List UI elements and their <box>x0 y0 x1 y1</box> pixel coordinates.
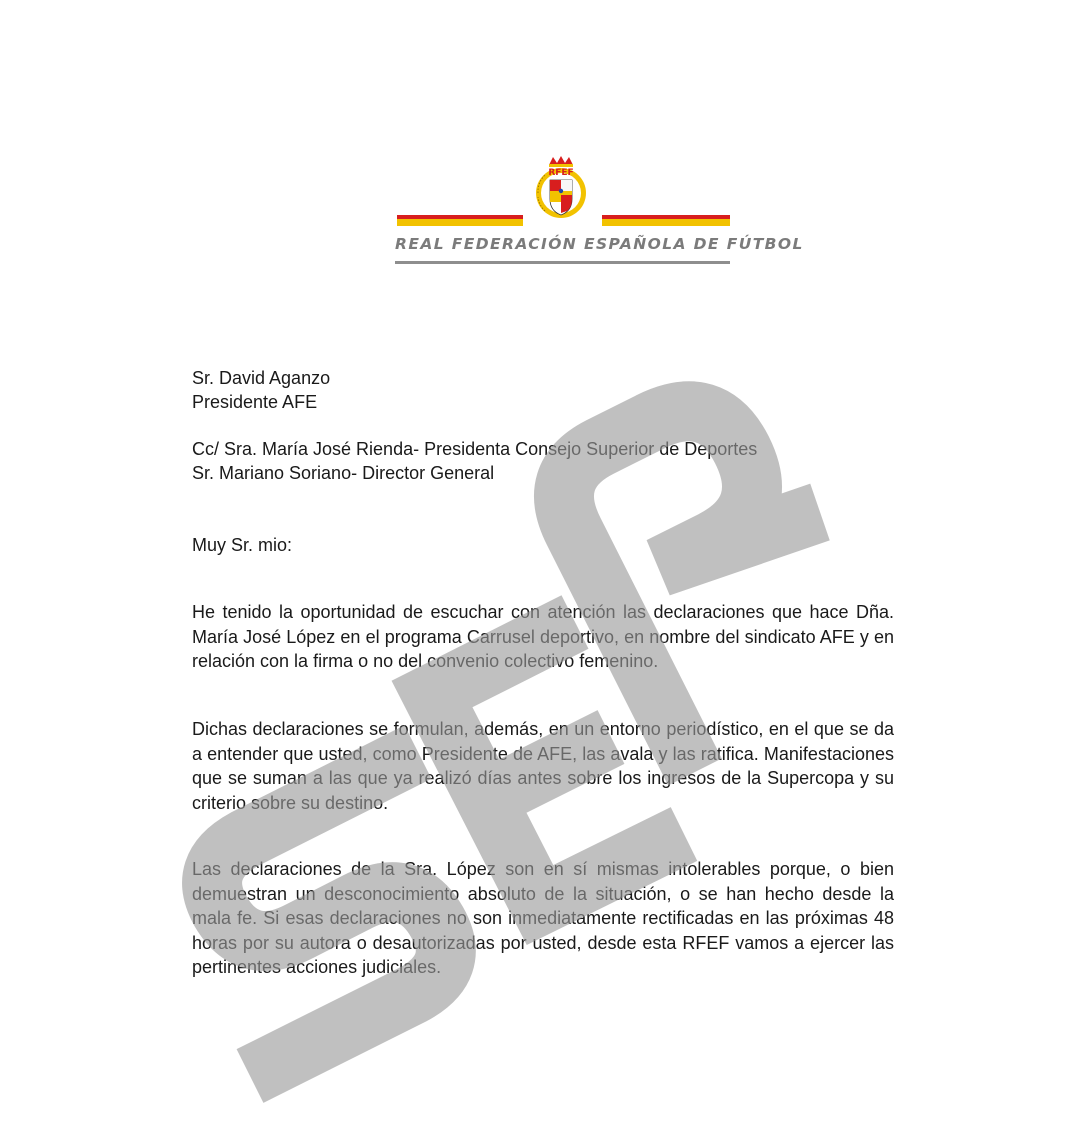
letterhead-underline <box>395 261 730 264</box>
cc-line: Sr. Mariano Soriano- Director General <box>192 463 495 483</box>
paragraph-text: Las declaraciones de la Sra. López son en sí mismas intolerables porque, o bien demuestran un desconocimiento absoluto de la situación, o se han hecho desde la mala fe. Si esas declaraciones no son inmediatamente rectificadas en las próximas 48 horas por su autora o desautorizadas por usted, desde esta RFEF vamos a ejercer las pertinentes acciones judiciales. <box>192 859 894 977</box>
recipient-name: Sr. David Aganzo <box>192 368 331 388</box>
federation-name: REAL FEDERACIÓN ESPAÑOLA DE FÚTBOL <box>395 235 804 253</box>
flag-stripe-left <box>397 215 523 226</box>
paragraph-text: He tenido la oportunidad de escuchar con atención las declaraciones que hace Dña. María José López en el programa Carrusel deportivo, en nombre del sindicato AFE y en relación con la firma o no del convenio colectivo femenino. <box>192 602 894 671</box>
body-paragraph <box>192 857 894 980</box>
flag-stripe-right <box>602 215 730 226</box>
letterhead <box>395 155 804 267</box>
rfef-crest-logo <box>523 155 599 225</box>
cc-line: Cc/ Sra. María José Rienda- Presidenta Consejo Superior de Deportes <box>192 439 758 459</box>
recipient-title: Presidente AFE <box>192 392 318 412</box>
paragraph-text: Dichas declaraciones se formulan, además, en un entorno periodístico, en el que se da a entender que usted, como Presidente de AFE, las avala y las ratifica. Manifestaciones que se suman a las que ya realizó días antes sobre los ingresos de la Supercopa y su criterio sobre su destino. <box>192 719 894 813</box>
salutation: Muy Sr. mio: <box>192 535 293 555</box>
crest-monogram: RFEF <box>548 168 574 178</box>
body-paragraph <box>192 600 894 674</box>
body-paragraph <box>192 717 894 815</box>
